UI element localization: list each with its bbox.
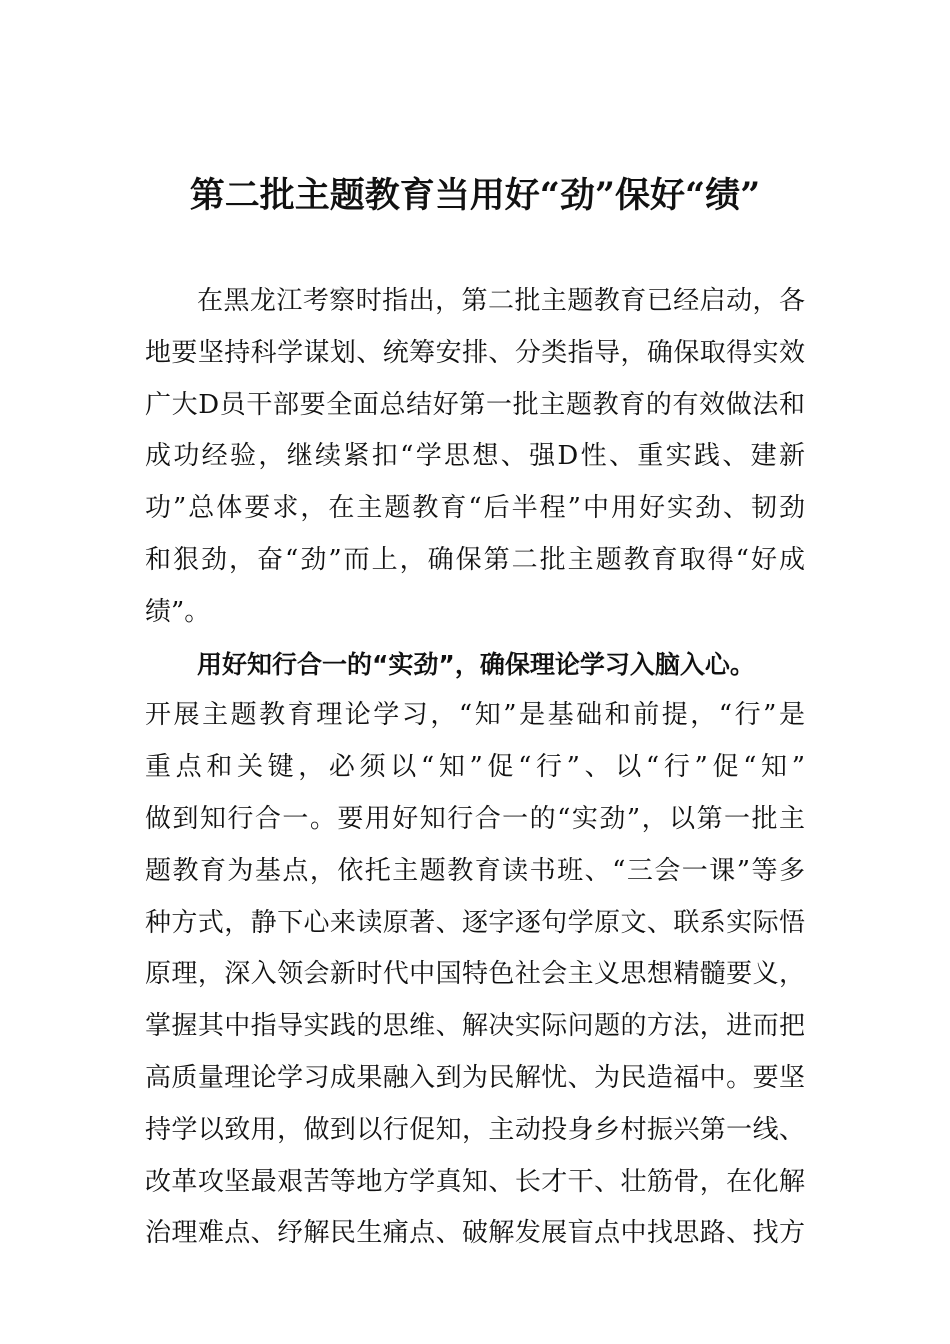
paragraph-line: 原理，深入领会新时代中国特色社会主义思想精髓要义， — [145, 959, 805, 990]
paragraph-line: 改革攻坚最艰苦等地方学真知、长才干、壮筋骨，在化解 — [145, 1166, 805, 1197]
paragraph-line: 高质量理论学习成果融入到为民解忧、为民造福中。要坚 — [145, 1062, 805, 1093]
paragraph-line: 种方式，静下心来读原著、逐字逐句学原文、联系实际悟 — [145, 907, 805, 938]
paragraph-line: 治理难点、纾解民生痛点、破解发展盲点中找思路、找方 — [145, 1218, 805, 1249]
section-lead-sentence: 用好知行合一的“实劲”，确保理论学习入脑入心。 — [197, 649, 755, 679]
document-body — [145, 276, 805, 1260]
paragraph-line: 做到知行合一。要用好知行合一的“实劲”，以第一批主 — [145, 803, 805, 834]
paragraph-line: 持学以致用，做到以行促知，主动投身乡村振兴第一线、 — [145, 1114, 805, 1145]
paragraph-line: 和狠劲，奋“劲”而上，确保第二批主题教育取得“好成 — [145, 544, 805, 575]
paragraph-line: 开展主题教育理论学习，“知”是基础和前提，“行”是 — [145, 700, 805, 731]
paragraph-line: 地要坚持科学谋划、统筹安排、分类指导，确保取得实效 — [145, 337, 805, 368]
paragraph-line: 广大D员干部要全面总结好第一批主题教育的有效做法和 — [145, 389, 805, 420]
paragraph-line: 题教育为基点，依托主题教育读书班、“三会一课”等多 — [145, 855, 805, 886]
paragraph-line: 功”总体要求，在主题教育“后半程”中用好实劲、韧劲 — [145, 493, 805, 524]
paragraph-line: 成功经验，继续紧扣“学思想、强D性、重实践、建新 — [145, 441, 805, 472]
paragraph-line: 在黑龙江考察时指出，第二批主题教育已经启动，各 — [197, 286, 805, 316]
paragraph-line: 绩”。 — [145, 596, 211, 627]
document-title: 第二批主题教育当用好“劲”保好“绩” — [189, 175, 761, 216]
paragraph-line: 掌握其中指导实践的思维、解决实际问题的方法，进而把 — [145, 1011, 805, 1042]
paragraph-line: 重点和关键，必须以“知”促“行”、以“行”促“知” — [145, 752, 805, 783]
